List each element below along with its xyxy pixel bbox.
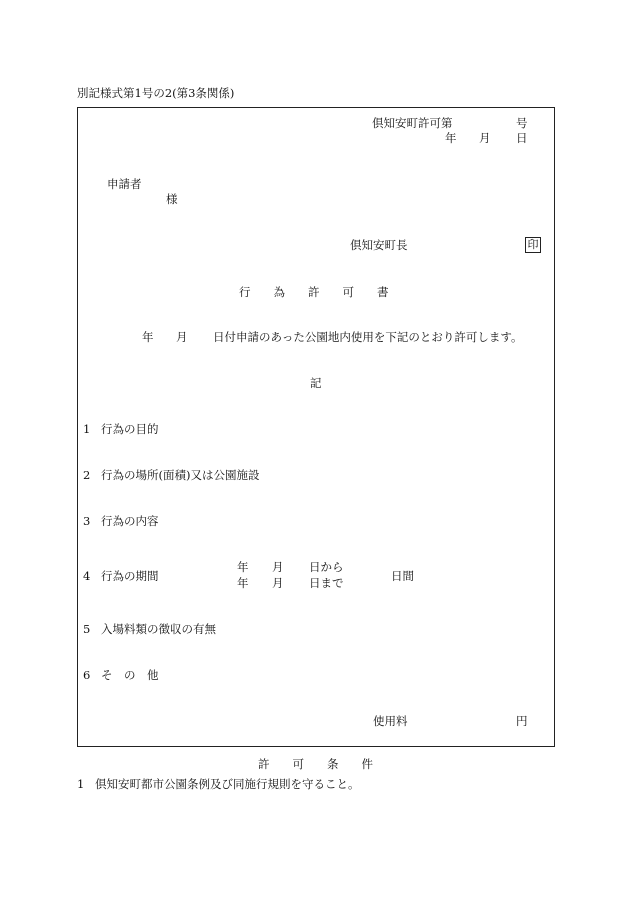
- item-2-number: 2: [83, 468, 91, 482]
- permit-date-year: 年: [445, 131, 457, 145]
- condition-1-number: 1: [77, 777, 85, 791]
- permit-date-day: 日: [516, 131, 528, 145]
- applicant-label: 申請者: [107, 177, 142, 191]
- period-from-month: 月: [272, 560, 284, 574]
- item-4-label: 行為の期間: [101, 569, 159, 583]
- item-1-label: 行為の目的: [101, 422, 159, 436]
- permit-number-prefix: 倶知安町許可第: [372, 116, 453, 130]
- item-1-number: 1: [83, 422, 91, 436]
- period-from-day: 日から: [309, 560, 344, 574]
- fee-label: 使用料: [373, 714, 408, 728]
- permit-date-month: 月: [479, 131, 491, 145]
- condition-1-text: 倶知安町都市公園条例及び同施行規則を守ること。: [95, 777, 360, 791]
- conditions-title: 許 可 条 件: [258, 757, 373, 771]
- period-days: 日間: [391, 569, 414, 583]
- ki-heading: 記: [310, 376, 322, 390]
- form-id: 別記様式第1号の2(第3条関係): [77, 86, 235, 100]
- item-4-number: 4: [83, 569, 91, 583]
- applicant-honorific: 様: [166, 192, 178, 206]
- period-to-day: 日まで: [309, 576, 344, 590]
- item-2-label: 行為の場所(面積)又は公園施設: [101, 468, 260, 482]
- statement-text: 日付申請のあった公園地内使用を下記のとおり許可します。: [213, 330, 523, 344]
- item-3-label: 行為の内容: [101, 514, 159, 528]
- item-6-number: 6: [83, 668, 91, 682]
- issuer-title: 倶知安町長: [350, 238, 408, 252]
- item-5-label: 入場料類の徴収の有無: [101, 622, 216, 636]
- period-to-year: 年: [237, 576, 249, 590]
- item-5-number: 5: [83, 622, 91, 636]
- item-3-number: 3: [83, 514, 91, 528]
- seal-mark: 印: [525, 237, 541, 253]
- fee-unit: 円: [516, 714, 528, 728]
- document-title: 行 為 許 可 書: [239, 285, 389, 299]
- period-to-month: 月: [272, 576, 284, 590]
- statement-month: 月: [176, 330, 188, 344]
- permit-number-suffix: 号: [516, 116, 528, 130]
- period-from-year: 年: [237, 560, 249, 574]
- statement-year: 年: [142, 330, 154, 344]
- item-6-label: そ の 他: [101, 668, 159, 682]
